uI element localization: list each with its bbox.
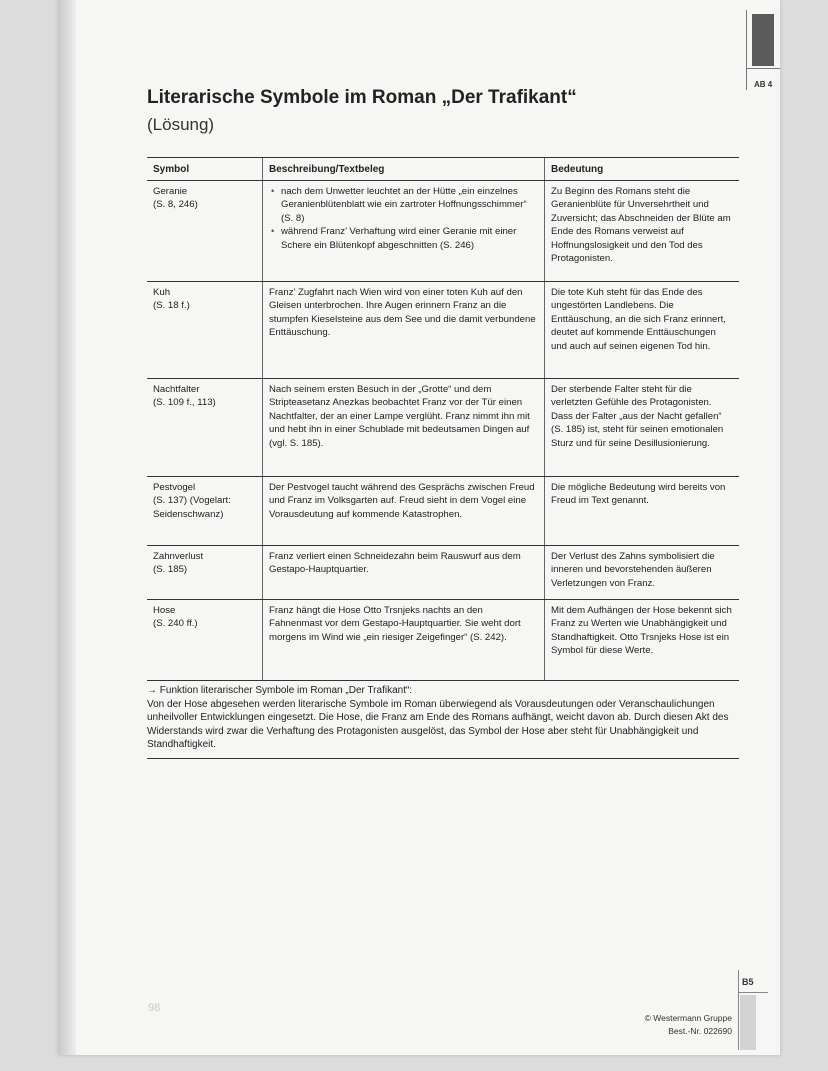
meaning-cell: Zu Beginn des Romans steht die Geranienblüte für Unversehrtheit und Zuversicht; das Abschneiden der Blüte am Ende des Romans verweist auf Hoffnungslosigkeit und den Tod des Protagonisten. bbox=[544, 181, 739, 281]
page-subtitle: (Lösung) bbox=[147, 115, 215, 134]
meaning-cell: Der Verlust des Zahns symbolisiert die inneren und bevorstehenden äußeren Verletzungen von Franz. bbox=[544, 546, 739, 599]
page-edge-shadow bbox=[58, 0, 76, 1055]
symbol-cell bbox=[147, 600, 262, 680]
symbol-name: Zahnverlust bbox=[153, 551, 204, 562]
symbol-page-ref: (S. 8, 246) bbox=[153, 199, 198, 211]
symbol-name: Geranie bbox=[153, 186, 188, 197]
description-cell: Franz verliert einen Schneidezahn beim Rauswurf aus dem Gestapo-Hauptquartier. bbox=[262, 546, 544, 599]
page-number: 98 bbox=[148, 1002, 161, 1014]
description-cell: Der Pestvogel taucht während des Gesprächs zwischen Freud und Franz im Volksgarten auf. Freud sieht in dem Vogel eine Vorausdeutung auf kommende Katastrophen. bbox=[262, 477, 544, 545]
symbol-name: Hose bbox=[153, 605, 176, 616]
section-label: B5 bbox=[742, 977, 754, 987]
symbol-name: Nachtfalter bbox=[153, 384, 200, 395]
column-header-symbol: Symbol bbox=[153, 164, 190, 175]
symbol-page-ref: (S. 109 f., 113) bbox=[153, 397, 216, 409]
description-cell: Franz’ Zugfahrt nach Wien wird von einer toten Kuh auf den Gleisen unterbrochen. Ihre Augen erinnern Franz an die stumpfen Kieselsteine aus dem See und die damit verbundene Enttäuschung. bbox=[262, 282, 544, 378]
function-summary-body: Von der Hose abgesehen werden literarische Symbole im Roman überwiegend als Vorausdeutungen oder Veranschaulichungen unheilvoller Entwicklungen eingesetzt. Die Hose, die Franz am Ende des Romans aufhängt, weicht davon ab. Durch diesen Akt des Widerstands wird zwar die Verhaftung des Protagonisten ausgelöst, das Symbol der Hose aber steht für Unabhängigkeit und Standhaftigkeit. bbox=[147, 698, 729, 751]
margin-strip bbox=[740, 995, 756, 1050]
symbol-cell bbox=[147, 181, 262, 281]
table-row bbox=[147, 181, 739, 282]
footer-marker-hline bbox=[738, 992, 768, 993]
description-list bbox=[269, 185, 538, 252]
section-tab-block bbox=[752, 14, 774, 66]
tab-marker-line bbox=[746, 10, 747, 90]
footer-marker-line bbox=[738, 970, 739, 1050]
symbol-page-ref: (S. 18 f.) bbox=[153, 300, 190, 312]
description-cell: Nach seinem ersten Besuch in der „Grotte“ und dem Stripteasetanz Anezkas beobachtet Franz vor der Tür einen Nachtfalter, der an einer Lampe verglüht. Franz nimmt ihn mit und hebt ihn in einer Schublade mit bedeutsamen Dingen auf (vgl. S. 185). bbox=[262, 379, 544, 476]
symbol-name: Kuh bbox=[153, 287, 171, 298]
table-row bbox=[147, 282, 739, 379]
symbols-table bbox=[147, 157, 739, 681]
copyright-notice: © Westermann Gruppe bbox=[644, 1013, 732, 1023]
column-header-description: Beschreibung/Textbeleg bbox=[262, 158, 544, 180]
description-list-item: • nach dem Unwetter leuchtet an der Hütte „ein einzelnes Geranienblütenblatt wie ein zartroter Hoffnungsschimmer“ (S. 8) bbox=[281, 185, 538, 225]
table-row bbox=[147, 600, 739, 681]
function-summary bbox=[147, 684, 739, 759]
meaning-cell: Mit dem Aufhängen der Hose bekennt sich Franz zu Werten wie Unabhängigkeit und Standhaftigkeit. Otto Trsnjeks Hose ist ein Symbol für diese Werte. bbox=[544, 600, 739, 680]
meaning-cell: Der sterbende Falter steht für die verletzten Gefühle des Protagonisten. Dass der Falter „aus der Nacht gefallen“ (S. 185) ist, steht für seinen emotionalen Sturz und für seine Desillusionierung. bbox=[544, 379, 739, 476]
symbol-page-ref: (S. 240 ff.) bbox=[153, 618, 198, 630]
symbol-cell bbox=[147, 379, 262, 476]
page-title: Literarische Symbole im Roman „Der Trafikant“ bbox=[147, 87, 577, 108]
symbol-cell bbox=[147, 282, 262, 378]
table-row bbox=[147, 477, 739, 546]
table-row bbox=[147, 379, 739, 477]
description-cell: Franz hängt die Hose Otto Trsnjeks nachts an den Fahnenmast vor dem Gestapo-Hauptquartier. Sie weht dort morgens im Wind wie „ein riesiger Zeigefinger“ (S. 242). bbox=[262, 600, 544, 680]
function-summary-heading: → Funktion literarischer Symbole im Roman „Der Trafikant“: bbox=[147, 685, 413, 696]
description-list-item: • während Franz’ Verhaftung wird einer Geranie mit einer Schere ein Blütenkopf abgeschnitten (S. 246) bbox=[281, 225, 538, 252]
symbol-page-ref: (S. 185) bbox=[153, 564, 188, 576]
meaning-cell: Die mögliche Bedeutung wird bereits von Freud im Text genannt. bbox=[544, 477, 739, 545]
symbol-cell bbox=[147, 546, 262, 599]
meaning-cell: Die tote Kuh steht für das Ende des ungestörten Landlebens. Die Enttäuschung, an die sich Franz erinnert, deutet auf kommende Enttäuschungen und auch auf seinen eigenen Tod hin. bbox=[544, 282, 739, 378]
table-row bbox=[147, 546, 739, 600]
description-cell bbox=[262, 181, 544, 281]
order-number: Best.-Nr. 022690 bbox=[668, 1026, 732, 1036]
symbol-page-ref: (S. 137) (Vogelart: Seidenschwanz) bbox=[153, 495, 231, 520]
worksheet-tab-label: AB 4 bbox=[754, 80, 773, 89]
symbol-name: Pestvogel bbox=[153, 482, 196, 493]
symbol-cell bbox=[147, 477, 262, 545]
table-header-row bbox=[147, 157, 739, 181]
tab-marker-hline bbox=[746, 68, 780, 69]
column-header-meaning: Bedeutung bbox=[544, 158, 739, 180]
